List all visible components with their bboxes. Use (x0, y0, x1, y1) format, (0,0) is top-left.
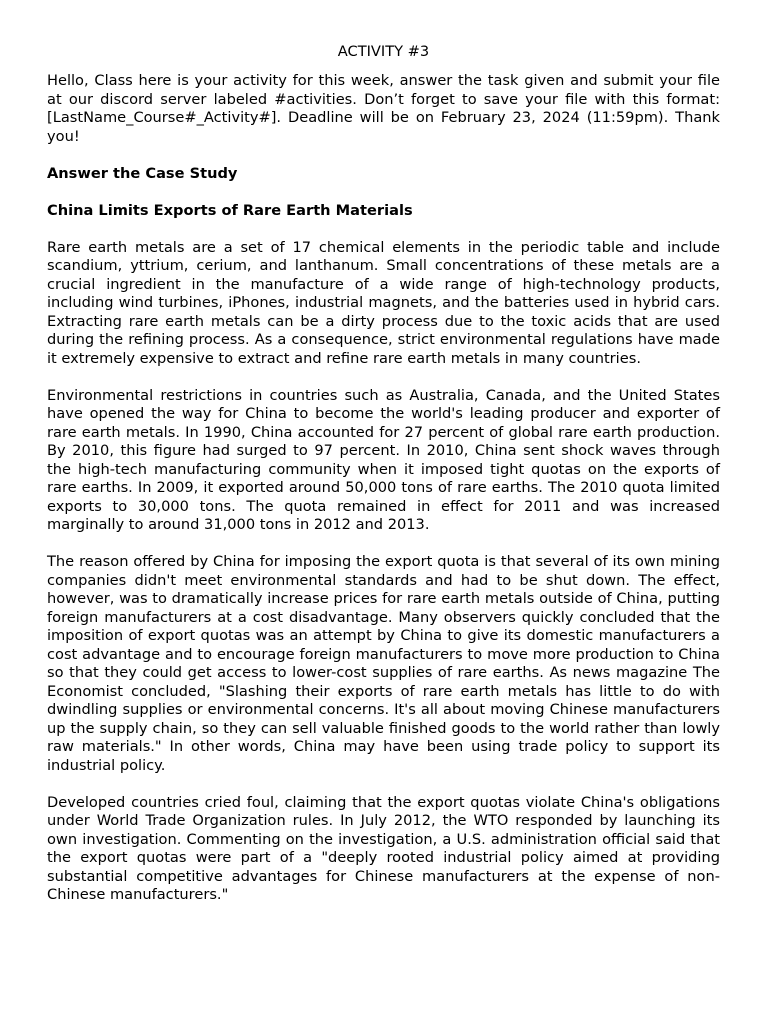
document-title: ACTIVITY #3 (337, 43, 430, 60)
spacer (47, 146, 720, 165)
spacer (47, 183, 720, 202)
spacer (47, 775, 720, 794)
body-paragraph-3: The reason offered by China for imposing the export quota is that several of its own mining companies didn't meet environmental standards and had to be shut down. The effect, however, was to dramatically increase prices for rare earth metals outside of China, putting foreign manufacturers at a cost disadvantage. Many observers quickly concluded that the imposition of export quotas was an attempt by China to give its domestic manufacturers a cost advantage and to encourage foreign manufacturers to move more production to China so that they could get access to lower-cost supplies of rare earths. As news magazine The Economist concluded, "Slashing their exports of rare earth metals has little to do with dwindling supplies or environmental concerns. It's all about moving Chinese manufacturers up the supply chain, so they can sell valuable finished goods to the world rather than lowly raw materials." In other words, China may have been using trade policy to support its industrial policy. (47, 553, 720, 774)
intro-paragraph: Hello, Class here is your activity for this week, answer the task given and submit your file at our discord server labeled #activities. Don’t forget to save your file with this format: [LastName_Course#_Activity#]. Deadline will be on February 23, 2024 (11:59pm). Thank you! (47, 72, 720, 145)
section-heading: Answer the Case Study (47, 164, 238, 182)
body-paragraph-1: Rare earth metals are a set of 17 chemical elements in the periodic table and include scandium, yttrium, cerium, and lanthanum. Small concentrations of these metals are a crucial ingredient in the manufacture of a wide range of high-technology products, including wind turbines, iPhones, industrial magnets, and the batteries used in hybrid cars. Extracting rare earth metals can be a dirty process due to the toxic acids that are used during the refining process. As a consequence, strict environmental regulations have made it extremely expensive to extract and refine rare earth metals in many countries. (47, 238, 720, 367)
case-study-title: China Limits Exports of Rare Earth Materials (47, 201, 413, 219)
document-page (47, 42, 720, 905)
body-paragraph-2: Environmental restrictions in countries such as Australia, Canada, and the United States have opened the way for China to become the world's leading producer and exporter of rare earth metals. In 1990, China accounted for 27 percent of global rare earth production. By 2010, this figure had surged to 97 percent. In 2010, China sent shock waves through the high-tech manufacturing community when it imposed tight quotas on the exports of rare earths. In 2009, it exported around 50,000 tons of rare earths. The 2010 quota limited exports to 30,000 tons. The quota remained in effect for 2011 and was increased marginally to around 31,000 tons in 2012 and 2013. (47, 386, 720, 533)
body-paragraph-4: Developed countries cried foul, claiming that the export quotas violate China's obligations under World Trade Organization rules. In July 2012, the WTO responded by launching its own investigation. Commenting on the investigation, a U.S. administration official said that the export quotas were part of a "deeply rooted industrial policy aimed at providing substantial competitive advantages for Chinese manufacturers at the expense of non-Chinese manufacturers." (47, 793, 720, 903)
spacer (47, 368, 720, 387)
spacer (47, 220, 720, 239)
spacer (47, 535, 720, 554)
